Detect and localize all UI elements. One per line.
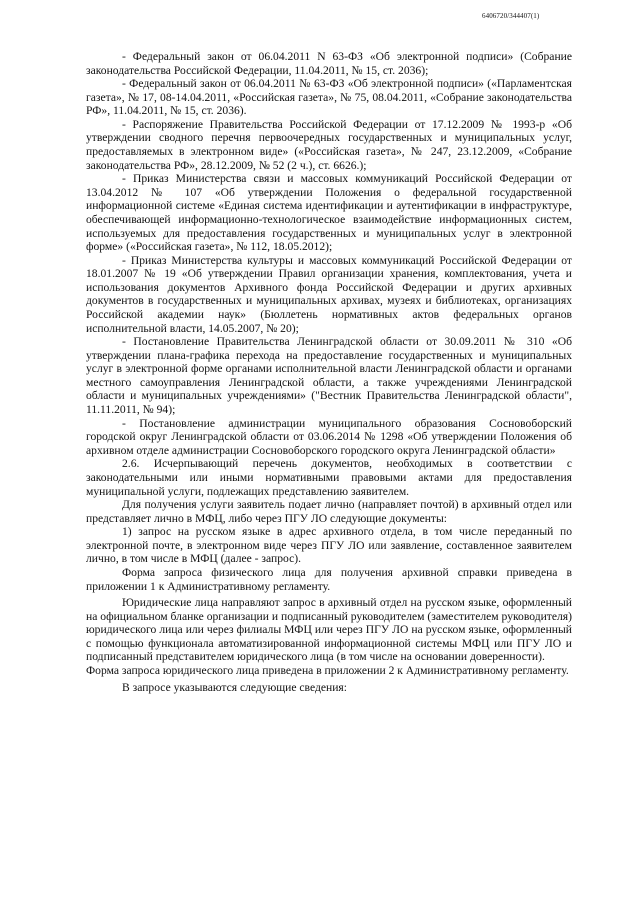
list-item-regional-resolution-310: - Постановление Правительства Ленинградской области от 30.09.2011 № 310 «Об утверждении плана-графика перехода на предоставление государственных и муниципальных услуг в электронной форме органами исполнительной власти Ленинградской области и органами местного самоуправления Ленинградской области, а также учреждениями Ленинградской области и муниципальных учреждениями» ("Вестник Правительства Ленинградской области", 11.11.2011, № 94); [86,335,572,417]
request-details-intro: В запросе указываются следующие сведения: [122,680,347,694]
section-2-6-heading: 2.6. Исчерпывающий перечень документов, необходимых в соответствии с законодательными или иными нормативными правовыми актами для предоставления муниципальной услуги, подлежащих представлению заявителем. [86,457,572,498]
list-item-municipal-resolution-1298: - Постановление администрации муниципального образования Сосновоборский городской округ Ленинградской области от 03.06.2014 № 1298 «Об утверждении Положения об архивном отделе администрации Сосновоборского городского округа Ленинградской области» [86,416,572,457]
document-body [86,50,572,694]
request-item-1: 1) запрос на русском языке в адрес архивного отдела, в том числе переданный по электронной почте, в электронном виде через ПГУ ЛО или заявление, составленное заявителем лично, в том числе в МФЦ (далее - запрос). [86,525,572,566]
list-item-federal-law-63fz-newspaper: - Федеральный закон от 06.04.2011 № 63-ФЗ «Об электронной подписи» («Парламентская газета», № 17, 08-14.04.2011, «Российская газета», № 75, 08.04.2011, «Собрание законодательства РФ», 11.04.2011, № 15, ст. 2036). [86,77,572,118]
list-item-ministry-order-19: - Приказ Министерства культуры и массовых коммуникаций Российской Федерации от 18.01.2007 № 19 «Об утверждении Правил организации хранения, комплектования, учета и использования документов Архивного фонда Российской Федерации и других архивных документов в государственных и муниципальных архивах, музеях и библиотеках, организациях Российской академии наук» (Бюллетень нормативных актов федеральных органов исполнительной власти, 14.05.2007, № 20); [86,253,572,335]
document-code: 6406720/344407(1) [482,12,540,20]
legal-entity-request-form-note: Форма запроса юридического лица приведена в приложении 2 к Административному регламенту. [86,664,569,678]
list-item-ministry-order-107: - Приказ Министерства связи и массовых коммуникаций Российской Федерации от 13.04.2012 № 107 «Об утверждении Положения о федеральной государственной информационной системе «Единая система идентификации и аутентификации в инфраструктуре, обеспечивающей информационно-технологическое взаимодействие информационных систем, используемых для предоставления государственных и муниципальных услуг в электронной форме» («Российская газета», № 112, 18.05.2012); [86,172,572,254]
individual-request-form-note: Форма запроса физического лица для получения архивной справки приведена в приложении 1 к Административному регламенту. [86,565,572,593]
list-item-government-order-1993r: - Распоряжение Правительства Российской Федерации от 17.12.2009 № 1993-р «Об утверждении сводного перечня первоочередных государственных и муниципальных услуг, предоставляемых в электронном виде» («Российская газета», № 247, 23.12.2009, «Собрание законодательства РФ», 28.12.2009, № 52 (2 ч.), ст. 6626.); [86,117,572,172]
legal-entity-request-paragraph: Юридические лица направляют запрос в архивный отдел на русском языке, оформленный на официальном бланке организации и подписанный руководителем (заместителем руководителя) юридического лица или через филиалы МФЦ или через ПГУ ЛО на русском языке, оформленный с помощью функционала автоматизированной информационной системы МФЦ или ПГУ ЛО и подписанный представителем юридического лица (в том числе на основании доверенности). [86,596,572,664]
list-item-federal-law-63fz: - Федеральный закон от 06.04.2011 N 63-ФЗ «Об электронной подписи» (Собрание законодательства Российской Федерации, 11.04.2011, № 15, ст. 2036); [86,50,572,77]
documents-submission-paragraph: Для получения услуги заявитель подает лично (направляет почтой) в архивный отдел или представляет лично в МФЦ, либо через ПГУ ЛО следующие документы: [86,498,572,525]
